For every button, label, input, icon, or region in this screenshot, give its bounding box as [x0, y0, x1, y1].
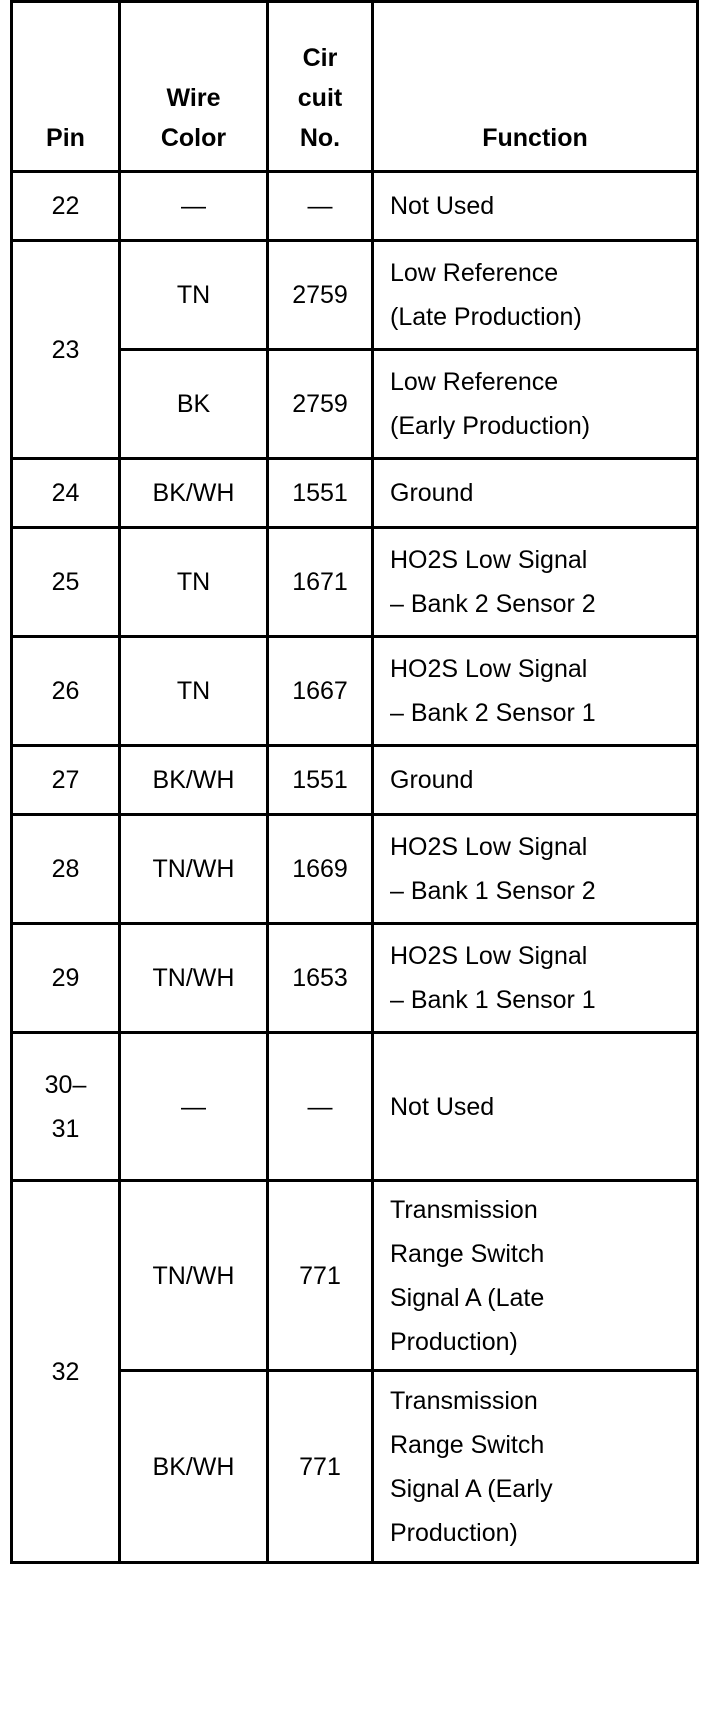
pin-cell: 26	[12, 637, 120, 746]
circuit-cell: 2759	[268, 241, 373, 350]
pin-cell: 25	[12, 528, 120, 637]
function-cell: HO2S Low Signal – Bank 2 Sensor 1	[373, 637, 698, 746]
pin-cell: 28	[12, 815, 120, 924]
table-row	[12, 746, 698, 815]
table-row	[12, 241, 698, 350]
connector-pin-table	[10, 0, 699, 1564]
circuit-cell: 1551	[268, 746, 373, 815]
circuit-cell: 1671	[268, 528, 373, 637]
function-cell: Not Used	[373, 1033, 698, 1181]
function-cell: Ground	[373, 459, 698, 528]
header-circuit-no: Cir cuit No.	[268, 2, 373, 172]
pin-range-label: 30– 31	[44, 1070, 87, 1143]
function-cell: Low Reference (Early Production)	[373, 350, 698, 459]
wire-color-cell: TN	[120, 637, 268, 746]
pin-cell: 32	[12, 1181, 120, 1563]
table-row	[12, 815, 698, 924]
function-cell: Transmission Range Switch Signal A (Late Production)	[373, 1181, 698, 1371]
header-pin: Pin	[12, 2, 120, 172]
circuit-cell: 1669	[268, 815, 373, 924]
wire-color-cell: TN	[120, 241, 268, 350]
function-cell: HO2S Low Signal – Bank 2 Sensor 2	[373, 528, 698, 637]
table-row	[12, 924, 698, 1033]
table-row	[12, 1181, 698, 1371]
wire-color-cell: BK	[120, 350, 268, 459]
table-row	[12, 459, 698, 528]
circuit-cell: 1551	[268, 459, 373, 528]
header-wire-color: Wire Color	[120, 2, 268, 172]
wire-color-cell: TN/WH	[120, 1181, 268, 1371]
table-header-row	[12, 2, 698, 172]
pin-cell: 27	[12, 746, 120, 815]
header-function: Function	[373, 2, 698, 172]
circuit-cell: 771	[268, 1181, 373, 1371]
wire-color-cell: BK/WH	[120, 746, 268, 815]
pin-cell	[12, 1033, 120, 1181]
table-row	[12, 172, 698, 241]
circuit-cell: 1667	[268, 637, 373, 746]
function-cell: Low Reference (Late Production)	[373, 241, 698, 350]
function-cell: Transmission Range Switch Signal A (Early Production)	[373, 1371, 698, 1563]
circuit-cell: 1653	[268, 924, 373, 1033]
circuit-cell: 771	[268, 1371, 373, 1563]
wire-color-cell: —	[120, 172, 268, 241]
pin-table-frame	[10, 0, 696, 1715]
pin-cell: 23	[12, 241, 120, 459]
pin-cell: 29	[12, 924, 120, 1033]
function-cell: HO2S Low Signal – Bank 1 Sensor 2	[373, 815, 698, 924]
table-row	[12, 528, 698, 637]
table-row	[12, 1033, 698, 1181]
circuit-cell: —	[268, 172, 373, 241]
wire-color-cell: BK/WH	[120, 459, 268, 528]
table-row	[12, 637, 698, 746]
wire-color-cell: BK/WH	[120, 1371, 268, 1563]
function-cell: Ground	[373, 746, 698, 815]
pin-cell: 22	[12, 172, 120, 241]
circuit-cell: —	[268, 1033, 373, 1181]
wire-color-cell: TN	[120, 528, 268, 637]
function-cell: HO2S Low Signal – Bank 1 Sensor 1	[373, 924, 698, 1033]
pin-cell: 24	[12, 459, 120, 528]
function-cell: Not Used	[373, 172, 698, 241]
wire-color-cell: TN/WH	[120, 815, 268, 924]
wire-color-cell: TN/WH	[120, 924, 268, 1033]
circuit-cell: 2759	[268, 350, 373, 459]
wire-color-cell: —	[120, 1033, 268, 1181]
